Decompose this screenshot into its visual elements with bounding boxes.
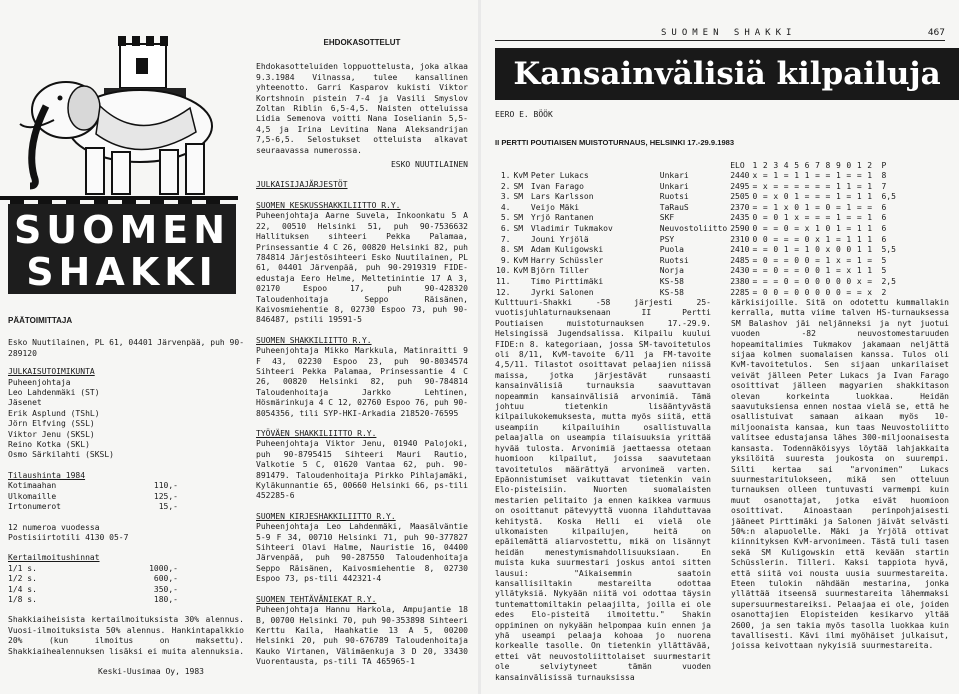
ads-heading: Kertailmoitushinnat: [8, 553, 100, 563]
rank: 11.: [496, 276, 511, 286]
subscription-row: [8, 481, 178, 491]
subscription-label: Ulkomaille: [8, 491, 57, 501]
table-row: [496, 277, 899, 288]
player-club: TaRauS: [659, 202, 689, 212]
ad-price: 350,-: [153, 584, 178, 594]
player-elo: 2505: [730, 192, 750, 202]
org-name: SUOMEN KIRJESHAKKILIITTO R.Y.: [256, 511, 396, 521]
total-points: 7: [881, 181, 887, 191]
player-name: Jyrki Salonen: [530, 287, 594, 297]
round-scores: = = 1 x 0 1 = 0 = 1 = =: [752, 202, 873, 212]
org-name: SUOMEN TEHTÄVÄNIEKAT R.Y.: [256, 594, 377, 604]
rank: 9.: [500, 255, 511, 265]
rank: 3.: [500, 192, 511, 202]
elo-header: ELO: [730, 161, 745, 170]
ads-note: Shakkiaiheisista kertailmoituksista 30% alennus. Vuosi-ilmoituksista 50% alennus. Hankintapalkkio 20% (kun ilmoitus on maksettu). Shakkiaihealennuksen lisäksi ei muita alennuksia.: [8, 615, 245, 656]
round-scores: 0 0 = = = 0 x 1 = 1 1 1: [752, 234, 873, 244]
total-points: 2: [881, 287, 887, 297]
org-name: SUOMEN SHAKKILIITTO R.Y.: [256, 335, 372, 345]
title: KvM: [513, 255, 528, 265]
title: [513, 235, 530, 246]
points-header: P: [881, 161, 887, 170]
article-column-1: Kulttuuri-Shakki -58 järjesti 25-vuotisjuhlaturnauksenaan II Pertti Poutiaisen muistoturnauksen 17.-29.9. Helsingissä Jugendsalissa. Kilpailu kuului FIDE:n 8. kategoriaan, jossa SM-tavoitetulos oli 8/11, KvM-tavoite 6/11 ja FM-tavoite 4,5/11. Tilastot osoittavat pelaajien niissä maissa, jotka järjestävät runsaasti kansainvälisiä turnauksia saavuttavan nopeammin kansainvälisiä arvonimiä. Tämä johtuu tietenkin lisääntyvästä kilpailukokemuksesta, mutta myös siitä, että useampiin kilpailuihin osallistuvalla pelaajalla on useampia tilaisuuksia yrittää hyvää tulosta. Arvonimiä jaettaessa otetaan huomioon kilpailut, joissa saavutetaan tavoitetulos määrättyä arvonimeä varten. Epäonnistumiset vaikuttavat tietenkin vain Elo-pisteisiin. Nuorten suomalaisten mestarien pelitaito ja ennen kaikkea varmuus on osoittanut pätevyyttä vuonna ilahduttavaa kehitystä. Koska Helli ei vielä ole ulkomaisten kilpailujen, heitä on epäilemättä aliarvostettu, mikä on lisännyt heidän menestymismahdollisuuksiaan. En muista kuka suurmestari joskus antoi sitten lausui: "Aikaisemmin saatoin kansallisiltakin mestareilta odottaa yllätyksiä. Nykyään niitä voi odottaa täysin tuntemattomiltakin pelaajilta, joilla ei ole edes Elo-pisteitä ilmoitettu." Shakin oppiminen on nykyään helpompaa kuin ennen ja yhä useampi pelaaja kohoaa jo nuorena korkealle tasolle. On tietenkin yllättävää, ettei vät neuvostoliittolaiset suurmestarit ole selviytyneet tämän vuoden kansainvälisissä turnauksissa: [495, 298, 711, 682]
committee-heading: JULKAISUTOIMIKUNTA: [8, 367, 95, 377]
rank: 6.: [500, 223, 511, 233]
ad-size: 1/8 s.: [8, 594, 37, 604]
player-club: Neuvostoliitto: [659, 223, 728, 233]
byline: EERO E. BÖÖK: [495, 110, 553, 119]
player-elo: 2440: [730, 171, 750, 180]
org-name: TYÖVÄEN SHAKKILIITTO R.Y.: [256, 429, 377, 438]
left-page: [0, 0, 478, 694]
player-elo: 2370: [730, 202, 750, 212]
committee-members-label: Jäsenet: [8, 398, 42, 408]
masthead-title-line2: SHAKKI: [26, 250, 218, 294]
player-club: Ruotsi: [659, 255, 689, 265]
committee-chair-label: Puheenjohtaja: [8, 377, 71, 387]
player-name: Harry Schüssler: [530, 255, 604, 265]
table-row: [496, 182, 899, 193]
subscription-row: [8, 492, 178, 502]
running-head: SUOMEN SHAKKI: [661, 28, 797, 38]
page-number: 467: [927, 28, 945, 38]
rank: 10.: [496, 266, 511, 276]
round-scores: 0 = x 0 1 = = = 1 = 1 1: [752, 192, 873, 202]
ad-size: 1/2 s.: [8, 574, 37, 584]
org-details: Puheenjohtaja Mikko Markkula, Matinraitti 9 F 43, 02230 Espoo 23, puh 90-8034574 Sihteeri Pekka Palamaa, Prinsessantie 4 C 26, 00820 Helsinki 82, puh 90-784814 Taloudenhoitaja Jarkko Lehtinen, Hösmärinkuja 4 C 12, 02760 Espoo 76, puh 90-8054356, tili SYP-HKI-Arkadia 218520-76595: [256, 346, 468, 418]
rank: 2.: [500, 181, 511, 191]
player-elo: 2495: [730, 181, 750, 191]
ad-size: 1/4 s.: [8, 584, 37, 594]
player-name: Ivan Farago: [530, 181, 584, 191]
middle-column: [256, 38, 468, 668]
postal-account: Postisiirtotili 4130 05-7: [8, 532, 129, 542]
rank: 1.: [500, 171, 511, 180]
table-row: [496, 203, 899, 214]
player-name: Peter Lukacs: [530, 171, 589, 180]
ad-price-row: [8, 585, 178, 595]
player-name: Adam Kuligowski: [530, 245, 604, 255]
subscription-heading: Tilaushinta 1984: [8, 470, 86, 480]
title: SM: [513, 192, 524, 202]
title: SM: [513, 213, 524, 223]
player-elo: 2430: [730, 266, 750, 276]
committee-member: Reino Kotka (SKL): [8, 440, 90, 450]
title: SM: [513, 245, 524, 255]
player-name: Vladimir Tukmakov: [530, 223, 613, 233]
header-rule: [495, 40, 945, 41]
table-row: [496, 192, 899, 203]
total-points: 2,5: [881, 276, 896, 286]
committee-member: Viktor Jenu (SKSL): [8, 429, 95, 439]
player-elo: 2435: [730, 213, 750, 223]
rounds-header: 1 2 3 4 5 6 7 8 9 0 1 2: [752, 161, 873, 170]
player-name: Björn Tiller: [530, 266, 589, 276]
total-points: 6: [881, 234, 887, 244]
player-club: Unkari: [659, 171, 689, 180]
player-name: Yrjö Rantanen: [530, 213, 594, 223]
rank: 4.: [500, 202, 511, 212]
rank: 8.: [500, 245, 511, 255]
subscription-label: Irtonumerot: [8, 502, 61, 512]
subscription-label: Kotimaahan: [8, 481, 57, 491]
table-row: [496, 245, 899, 256]
player-club: Puola: [659, 245, 684, 255]
intro-text: Ehdokasotteluiden loppuottelusta, joka alkaa 9.3.1984 Vilnassa, tulee kansallinen yhteenotto. Garri Kasparov kukisti Viktor Kortshnoin pistein 7-4 ja Vasili Smyslov Zoltan Riblin 6,5-4,5. Naisten otteluissa Lidia Semenova voitti Nana Ioselianin 5,5-4,5 ja Irina Levitina Nana Aleksandrijan 7,5-6,5. Selostukset otteluista alkavat seuraavassa numerossa.: [256, 62, 468, 155]
player-club: Ruotsi: [659, 192, 689, 202]
rank: 12.: [496, 287, 511, 297]
ad-price: 600,-: [153, 574, 178, 584]
table-row: [496, 266, 899, 277]
title: [513, 277, 530, 288]
committee-chair: Leo Lahdenmäki (ST): [8, 388, 100, 398]
player-club: SKF: [659, 213, 675, 223]
subscription-price: 125,-: [153, 491, 178, 501]
round-scores: = = = 0 = 0 0 0 0 0 x =: [752, 276, 873, 286]
elephant-castle-icon: [0, 36, 238, 232]
round-scores: x = 1 = 1 1 = = 1 = = 1: [752, 171, 873, 180]
title: [513, 288, 530, 299]
round-scores: = = 0 1 = 1 0 x 0 0 1 1: [752, 245, 873, 255]
table-row: [496, 224, 899, 235]
printer-credit: Keski-Uusimaa Oy, 1983: [98, 666, 204, 676]
article-column-2: kärkisijoille. Sitä on odotettu kummallakin kerralla, mutta viime talven HS-turnauksessa SM Balashov jäi neljänneksi ja nyt juotui vuoden -82 neuvostomestaruuden hopeamitalimies Tukmakov jakamaan neljättä sijaa kolmen suomalaisen kanssa. Tulos oli KvM-tavoitetulos. Sen sijaan unkarilaiset veivät jälleen Peter Lukacs ja Ivan Farago osoittivat jälleen magyarien shakkitason olevan korkeinta luokkaa. Heidän saavutuksiensa ennen nostaa vielä se, että he osallistuivat samaan aikaan myös 10-miljoonaista kansaa, kun taas Neuvostoliitto valitsee edustajansa lähes 300-miljoonaisesta kansasta. Todennäköisyys löytää lahjakkaita yksilöitä suuresta joukosta on suurempi. Silti kertaa sai "arvonimen" Lukacs suurmestaritulokseen, mikä sen otteluun turnauksen olleen tuntuvasti varmempi kuin muut osanottajat, jotka eivät huomioon osoittivat. Ainoastaan perinpohjaisesti jääneet Pirttimäki ja Salonen jäivät selvästi 50%:n alapuolelle. Mäki ja Yrjölä ottivat kiinnityksen KvM-arvonimeen. Tästä tuli tasen sekä SM Kuligowskin että kevään startin Schüsslerin. Tilleri. Kaksi tappiota hyvä, että siitä voi nousta uusia suurmestareita. Eteen tulokin nähdään mestarina, jonka yllättää itseensä suurmestareita lähemmaksi supersuurmestareiksi. Pelaajaa ei ole, joiden osanottajien Elopisteiden kesikarvo yltää 2600, ja sen takia myös tasolla luokkaa kuin tavallisesti. Kävi ilmi myöhäiset julkaisut, joissa keivottaan nykyisiä suurmestareita.: [731, 298, 949, 651]
rank: 5.: [500, 213, 511, 223]
org-details: Puheenjohtaja Leo Lahdenmäki, Maasälväntie 5-9 F 34, 00710 Helsinki 71, puh 90-377827 Sihteeri Olavi Halme, Nauristie 16, 04400 Järvenpää, puh 90-287550 Taloudenhoitaja Seppo Räisänen, Kaivosmiehentie 8, 02730 Espoo 73, ps-tili 442321-4: [256, 522, 468, 584]
subscription-row: [8, 502, 178, 512]
total-points: 6: [881, 213, 887, 223]
total-points: 5: [881, 266, 887, 276]
round-scores: 0 = = 0 = x 1 0 1 = 1 1: [752, 223, 873, 233]
total-points: 5,5: [881, 245, 896, 255]
masthead: [8, 204, 236, 294]
round-scores: = = 0 = = 0 0 1 = x 1 1: [752, 266, 873, 276]
player-club: Unkari: [659, 181, 689, 191]
title: [513, 203, 530, 214]
round-scores: 0 = 0 1 x = = = 1 = = 1: [752, 213, 873, 223]
masthead-title-line1: SUOMEN: [13, 208, 231, 252]
editor-heading: PÄÄTOIMITTAJA: [8, 316, 73, 325]
org-details: Puheenjohtaja Viktor Jenu, 01940 Palojoki, puh 90-8795415 Sihteeri Mauri Rautio, Valkotie 5 C, 01620 Vantaa 62, puh. 90-891479. Taloudenhoitaja Pirkko Pihlajamäki, Kyläkunnantie 65, 00660 Helsinki 66, ps-tili 452285-6: [256, 439, 468, 501]
org-details: Puheenjohtaja Aarne Suvela, Inkoonkatu 5 A 22, 00510 Helsinki 51, puh 90-7536632 Hallituksen sihteeri Pekka Palamaa, Prinsessantie 4 C 26, 00820 Helsinki 82, puh 784814 Järjestösihteeri Esko Nuutilainen, PL 61, 04401 Järvenpää, puh 90-2919319 FIDE-edustaja Eero Helme, Meltetinintie 17 A 3, 02170 Espoo 17, puh 90-428320 Taloudenhoitaja Seppo Räisänen, Kaivosmiehentie 8, 02730 Espoo 73, puh 90-846487, pstili 19591-5: [256, 211, 468, 325]
standings-header: [496, 161, 899, 171]
article-banner: Kansainvälisiä kilpailuja: [495, 48, 959, 100]
editor-contact: Esko Nuutilainen, PL 61, 04401 Järvenpää, puh 90-289120: [8, 338, 245, 358]
total-points: 8: [881, 171, 887, 180]
player-club: KS-58: [659, 276, 684, 286]
player-elo: 2410: [730, 245, 750, 255]
title: KvM: [513, 171, 528, 180]
title: SM: [513, 181, 524, 191]
total-points: 6,5: [881, 192, 896, 202]
subscription-price: 15,-: [158, 502, 178, 512]
ad-price-row: [8, 574, 178, 584]
org-name: SUOMEN KESKUSSHAKKILIITTO R.Y.: [256, 200, 401, 210]
ad-price-row: [8, 595, 178, 605]
player-name: Timo Pirttimäki: [530, 276, 604, 286]
player-elo: 2310: [730, 234, 750, 244]
total-points: 6: [881, 223, 887, 233]
player-name: Veijo Mäki: [530, 202, 580, 212]
right-page: [481, 0, 959, 694]
round-scores: = 0 0 = 0 0 0 0 0 = = x: [752, 287, 873, 297]
sidebar-caption: EHDOKASOTTELUT: [323, 38, 401, 47]
committee-member: Erik Asplund (TShL): [8, 408, 100, 418]
logo-illustration: [0, 36, 238, 232]
total-points: 5: [881, 255, 887, 265]
player-elo: 2590: [730, 223, 750, 233]
player-elo: 2285: [730, 287, 750, 297]
org-heading: JULKAISIJAJÄRJESTÖT: [256, 180, 348, 190]
table-row: [496, 288, 899, 299]
player-club: PSY: [659, 234, 675, 244]
colophon: [8, 316, 244, 677]
rank: 7.: [500, 234, 511, 244]
ad-price: 180,-: [153, 594, 178, 604]
subscription-price: 110,-: [153, 481, 178, 491]
player-elo: 2380: [730, 276, 750, 286]
table-row: [496, 213, 899, 224]
title: SM: [513, 223, 524, 233]
tournament-title: II PERTTI POUTIAISEN MUISTOTURNAUS, HELSINKI 17.-29.9.1983: [495, 138, 735, 147]
player-club: Norja: [659, 266, 684, 276]
player-elo: 2485: [730, 255, 750, 265]
committee-member: Jörn Elfving (SSL): [8, 419, 95, 429]
intro-signature: ESKO NUUTILAINEN: [390, 160, 468, 170]
ad-price: 1000,-: [149, 563, 178, 573]
player-club: KS-58: [659, 287, 684, 297]
ad-size: 1/1 s.: [8, 563, 37, 573]
org-details: Puheenjohtaja Hannu Harkola, Ampujantie 18 B, 00700 Helsinki 70, puh 90-353898 Sihteeri Kerttu Kaila, Haahkatie 13 A 5, 00200 Helsinki 20, puh 90-676789 Taloudenhoitaja Kauko Virtanen, Välimäenkuja 3 D 20, 33430 Vuorentausta, ps-tili TA 465965-1: [256, 605, 468, 667]
ad-price-row: [8, 564, 178, 574]
round-scores: = 0 = = 0 0 = 1 x = 1 =: [752, 255, 873, 265]
player-name: Lars Karlsson: [530, 192, 594, 202]
table-row: [496, 256, 899, 267]
issues-per-year: 12 numeroa vuodessa: [8, 522, 100, 532]
standings-table: [496, 161, 899, 298]
player-name: Jouni Yrjölä: [530, 234, 589, 244]
committee-member: Osmo Särkilahti (SKSL): [8, 450, 114, 460]
round-scores: = x = = = = = = 1 1 = 1: [752, 181, 873, 191]
title: KvM: [513, 266, 528, 276]
total-points: 6: [881, 202, 887, 212]
table-row: [496, 235, 899, 246]
table-row: [496, 171, 899, 182]
